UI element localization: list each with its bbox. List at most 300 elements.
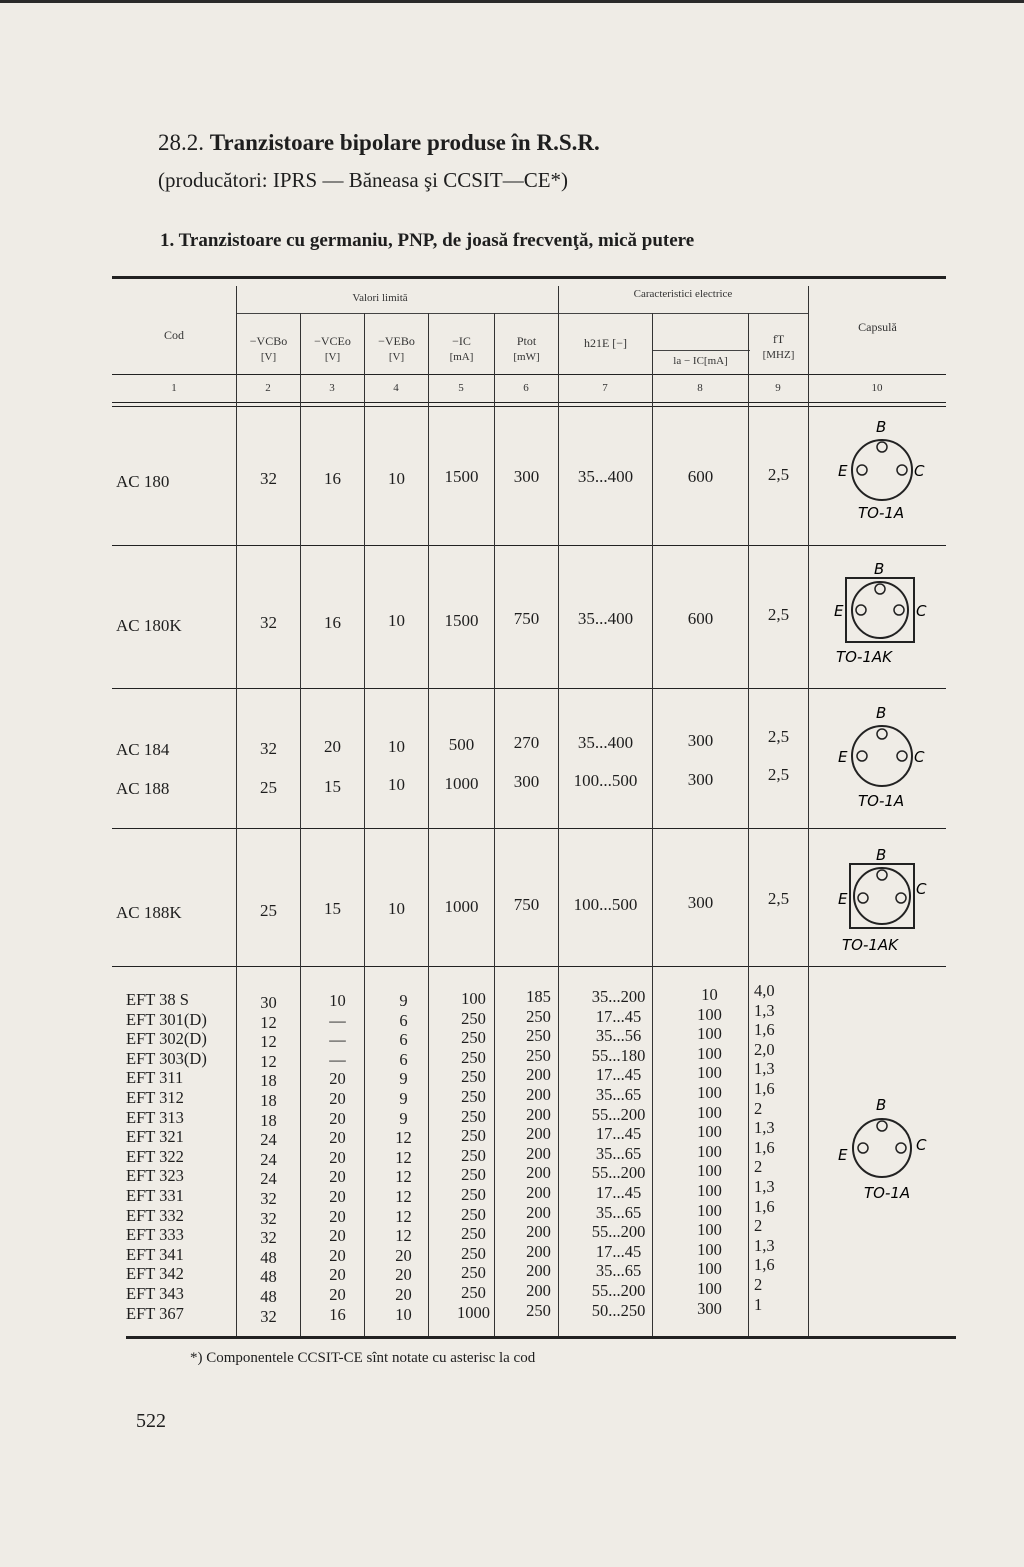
cell-ic: 1500 xyxy=(444,467,479,486)
eft-ft-cell: 1,6 xyxy=(754,1078,775,1098)
eft-vebo-column xyxy=(372,991,435,1324)
package-label: TO-1A xyxy=(864,1184,911,1202)
eft-ptot-cell: 200 xyxy=(526,1280,551,1300)
eft-vcbo-cell: 18 xyxy=(260,1110,277,1130)
eft-la-ic-cell: 100 xyxy=(697,1141,722,1161)
eft-h21e-cell: 55...200 xyxy=(591,1280,646,1300)
row-rule-ac180k xyxy=(112,688,946,689)
cell-h21e: 100...500 xyxy=(573,771,638,790)
eft-ic-cell: 250 xyxy=(461,1028,486,1048)
eft-ft-cell: 2 xyxy=(754,1157,763,1177)
colnum-bottom-rule-2 xyxy=(112,406,946,407)
eft-ft-cell: 1,6 xyxy=(754,1020,775,1040)
cell-vcbo: 25 xyxy=(260,901,277,920)
header-ic: −IC xyxy=(452,334,471,348)
eft-h21e-cell: 17...45 xyxy=(595,1065,642,1085)
pin-b xyxy=(877,442,887,452)
eft-la-ic-cell: 100 xyxy=(697,1200,722,1220)
eft-la-ic-cell: 100 xyxy=(697,1161,722,1181)
eft-h21e-cell: 35...65 xyxy=(595,1261,642,1281)
cell-vceo: 20 xyxy=(324,737,341,756)
eft-ft-cell: 2 xyxy=(754,1216,763,1236)
colnum-6: 6 xyxy=(523,382,529,394)
cell-vcbo: 32 xyxy=(260,739,277,758)
eft-ic-cell: 250 xyxy=(461,1145,486,1165)
eft-ptot-cell: 200 xyxy=(526,1182,551,1202)
pin-c xyxy=(896,893,906,903)
pin-b-label: B xyxy=(876,704,887,722)
case-outline xyxy=(852,440,912,500)
eft-h21e-cell: 35...56 xyxy=(595,1026,642,1046)
pin-b xyxy=(877,870,887,880)
package-to1a-drawing-2 xyxy=(826,704,936,814)
eft-la-ic-cell: 100 xyxy=(697,1063,722,1083)
eft-vcbo-cell: 32 xyxy=(260,1228,277,1248)
eft-vebo-cell: 20 xyxy=(395,1245,412,1265)
eft-vceo-cell: 20 xyxy=(329,1167,346,1187)
eft-vceo-cell: 20 xyxy=(329,1186,346,1206)
cell-vebo: 10 xyxy=(388,469,405,488)
cell-ic: 500 xyxy=(448,735,475,754)
table-row-code: AC 184 xyxy=(116,740,170,759)
cell-vcbo: 32 xyxy=(260,613,277,632)
colnum-5: 5 xyxy=(458,382,464,394)
cell-h21e: 35...400 xyxy=(577,609,634,628)
eft-vcbo-cell: 48 xyxy=(260,1286,277,1306)
eft-vebo-cell: 9 xyxy=(399,1108,408,1128)
eft-vceo-cell: 20 xyxy=(329,1128,346,1148)
cell-ptot: 300 xyxy=(513,772,540,791)
eft-vebo-cell: 12 xyxy=(395,1128,412,1148)
eft-la-ic-cell: 100 xyxy=(697,1278,722,1298)
eft-h21e-cell: 55...200 xyxy=(591,1163,646,1183)
eft-vebo-cell: 12 xyxy=(395,1167,412,1187)
cell-ft: 2,5 xyxy=(767,605,790,624)
row-rule-ac184-188 xyxy=(112,828,946,829)
eft-h21e-cell: 35...65 xyxy=(595,1202,642,1222)
cell-ic: 1500 xyxy=(444,611,479,630)
header-group-electric: Caracteristici electrice xyxy=(633,288,733,300)
pin-e-label: E xyxy=(834,602,844,620)
eft-vceo-cell: — xyxy=(329,1030,346,1050)
header-vcbo-unit: [V] xyxy=(260,351,277,363)
eft-vebo-cell: 10 xyxy=(395,1304,412,1324)
heatsink-outline xyxy=(850,864,914,928)
table-row-code: AC 180K xyxy=(116,616,182,635)
header-ptot-unit: [mW] xyxy=(513,351,540,363)
page-number: 522 xyxy=(136,1410,166,1432)
case-outline xyxy=(854,868,910,924)
eft-ptot-cell: 250 xyxy=(526,1045,551,1065)
package-label: TO-1A xyxy=(858,504,905,522)
eft-h21e-cell: 55...200 xyxy=(591,1222,646,1242)
eft-ptot-cell: 200 xyxy=(526,1065,551,1085)
eft-h21e-cell: 17...45 xyxy=(595,1182,642,1202)
eft-la-ic-cell: 300 xyxy=(697,1298,722,1318)
eft-ft-cell: 1,3 xyxy=(754,1059,775,1079)
eft-code-cell: EFT 323 xyxy=(126,1166,184,1186)
eft-la-ic-cell: 100 xyxy=(697,1122,722,1142)
pin-c xyxy=(894,605,904,615)
eft-vcbo-cell: 12 xyxy=(260,1012,277,1032)
eft-ic-cell: 250 xyxy=(461,1106,486,1126)
eft-code-cell: EFT 322 xyxy=(126,1146,184,1166)
eft-ft-cell: 1 xyxy=(754,1294,763,1314)
eft-code-cell: EFT 331 xyxy=(126,1185,184,1205)
eft-vcbo-cell: 12 xyxy=(260,1051,277,1071)
eft-ptot-cell: 200 xyxy=(526,1202,551,1222)
eft-h21e-cell: 35...65 xyxy=(595,1143,642,1163)
eft-h21e-cell: 17...45 xyxy=(595,1124,642,1144)
eft-ptot-cell: 200 xyxy=(526,1261,551,1281)
pin-b-label: B xyxy=(876,418,887,436)
header-cod: Cod xyxy=(163,328,184,342)
eft-code-cell: EFT 342 xyxy=(126,1264,184,1284)
manufacturers-line: (producători: IPRS — Băneasa şi CCSIT—CE*) xyxy=(158,168,569,192)
case-outline xyxy=(852,726,912,786)
eft-la-ic-column xyxy=(662,985,757,1318)
eft-ic-cell: 250 xyxy=(461,1126,486,1146)
eft-ic-cell: 250 xyxy=(461,1047,486,1067)
eft-vcbo-cell: 24 xyxy=(260,1169,277,1189)
eft-ptot-column xyxy=(507,987,570,1320)
eft-ptot-cell: 200 xyxy=(526,1222,551,1242)
cell-vebo: 10 xyxy=(388,775,405,794)
package-label: TO-1AK xyxy=(842,936,899,954)
la-ic-rule xyxy=(652,350,750,351)
eft-ic-column xyxy=(441,989,506,1322)
eft-ptot-cell: 200 xyxy=(526,1124,551,1144)
colnum-4: 4 xyxy=(393,382,399,394)
eft-ptot-cell: 200 xyxy=(526,1143,551,1163)
eft-h21e-column xyxy=(572,987,665,1320)
eft-vceo-cell: 20 xyxy=(329,1206,346,1226)
eft-ptot-cell: 200 xyxy=(526,1163,551,1183)
cell-ptot: 270 xyxy=(513,733,540,752)
eft-h21e-cell: 17...45 xyxy=(595,1241,642,1261)
eft-vceo-cell: 10 xyxy=(329,991,346,1010)
pin-e-label: E xyxy=(838,1146,848,1164)
eft-ptot-cell: 200 xyxy=(526,1084,551,1104)
pin-b xyxy=(875,584,885,594)
eft-ft-column xyxy=(754,981,813,1314)
eft-ic-cell: 250 xyxy=(461,1243,486,1263)
eft-vceo-cell: 20 xyxy=(329,1226,346,1246)
header-vebo: −VEBo xyxy=(378,334,415,348)
page-heading xyxy=(158,130,600,156)
cell-vceo: 16 xyxy=(324,613,341,632)
cell-vebo: 10 xyxy=(388,737,405,756)
eft-vcbo-cell: 24 xyxy=(260,1149,277,1169)
eft-ptot-cell: 185 xyxy=(526,987,551,1006)
pin-e-label: E xyxy=(838,748,848,766)
eft-ic-cell: 250 xyxy=(461,1086,486,1106)
header-vebo-unit: [V] xyxy=(388,351,405,363)
cell-vcbo: 25 xyxy=(260,778,277,797)
header-vcbo: −VCBo xyxy=(249,334,288,348)
eft-code-cell: EFT 312 xyxy=(126,1087,184,1107)
eft-code-cell: EFT 303(D) xyxy=(126,1048,207,1068)
eft-vceo-cell: — xyxy=(329,1049,346,1069)
eft-code-cell: EFT 38 S xyxy=(126,990,189,1009)
colnum-10: 10 xyxy=(871,382,883,394)
col-rule-2 xyxy=(300,313,301,1336)
eft-vceo-cell: 20 xyxy=(329,1088,346,1108)
eft-vcbo-cell: 18 xyxy=(260,1071,277,1091)
eft-code-cell: EFT 311 xyxy=(126,1068,184,1088)
cell-ic: 1000 xyxy=(444,897,479,916)
eft-ic-cell: 250 xyxy=(461,1008,486,1028)
header-ft: fT xyxy=(772,332,785,346)
eft-vebo-cell: 12 xyxy=(395,1226,412,1246)
eft-code-cell: EFT 343 xyxy=(126,1283,184,1303)
cell-la-ic: 300 xyxy=(687,770,714,789)
pin-e xyxy=(856,605,866,615)
eft-vebo-cell: 6 xyxy=(399,1010,408,1030)
cell-h21e: 35...400 xyxy=(577,733,634,752)
eft-h21e-cell: 55...180 xyxy=(591,1045,646,1065)
eft-ft-cell: 1,6 xyxy=(754,1255,775,1275)
cell-vceo: 15 xyxy=(324,777,341,796)
colnum-8: 8 xyxy=(697,382,703,394)
eft-ptot-cell: 250 xyxy=(526,1026,551,1046)
case-outline xyxy=(853,1119,911,1177)
eft-vebo-cell: 9 xyxy=(399,991,408,1010)
eft-ic-cell: 250 xyxy=(461,1224,486,1244)
pin-b-label: B xyxy=(876,1096,887,1114)
eft-code-cell: EFT 341 xyxy=(126,1244,184,1264)
eft-h21e-cell: 35...200 xyxy=(591,987,646,1006)
eft-code-cell: EFT 332 xyxy=(126,1205,184,1225)
eft-vebo-cell: 6 xyxy=(399,1049,408,1069)
eft-ic-cell: 250 xyxy=(461,1204,486,1224)
eft-vceo-cell: 20 xyxy=(329,1069,346,1089)
header-h21e: h21E [−] xyxy=(583,336,628,350)
cell-la-ic: 300 xyxy=(687,893,714,912)
heading-number: 28.2. xyxy=(158,130,204,155)
eft-vebo-cell: 9 xyxy=(399,1069,408,1089)
case-outline xyxy=(852,582,908,638)
eft-vceo-cell: 20 xyxy=(329,1147,346,1167)
header-ft-unit: [MHZ] xyxy=(762,349,795,361)
eft-ft-cell: 1,3 xyxy=(754,1235,775,1255)
colnum-7: 7 xyxy=(602,382,608,394)
pin-e-label: E xyxy=(838,462,848,480)
cell-vebo: 10 xyxy=(388,611,405,630)
pin-b-label: B xyxy=(876,846,887,864)
cell-ft: 2,5 xyxy=(767,727,790,746)
eft-vcbo-cell: 32 xyxy=(260,1306,277,1326)
eft-ic-cell: 100 xyxy=(461,989,486,1008)
eft-ic-cell: 250 xyxy=(461,1067,486,1087)
eft-h21e-cell: 55...200 xyxy=(591,1104,646,1124)
cell-ft: 2,5 xyxy=(767,465,790,484)
heading-title: Tranzistoare bipolare produse în R.S.R. xyxy=(209,130,600,155)
pin-e-label: E xyxy=(838,890,848,908)
eft-ft-cell: 1,6 xyxy=(754,1137,775,1157)
cell-ptot: 300 xyxy=(513,467,540,486)
colnum-3: 3 xyxy=(329,382,335,394)
cell-la-ic: 600 xyxy=(687,609,714,628)
colnum-bottom-rule-1 xyxy=(112,402,946,403)
eft-la-ic-cell: 100 xyxy=(697,1259,722,1279)
cell-vceo: 15 xyxy=(324,899,341,918)
pin-b xyxy=(877,1121,887,1131)
pin-e xyxy=(858,893,868,903)
header-vceo-unit: [V] xyxy=(324,351,341,363)
pin-e xyxy=(858,1143,868,1153)
eft-ft-cell: 1,3 xyxy=(754,1000,775,1020)
package-to1ak-drawing-1 xyxy=(826,556,936,666)
group-header-rule xyxy=(236,313,808,314)
row-rule-ac188k xyxy=(112,966,946,967)
pin-c xyxy=(896,1143,906,1153)
eft-vceo-cell: 16 xyxy=(329,1304,346,1324)
header-ic-unit: [mA] xyxy=(449,351,474,363)
cell-vceo: 16 xyxy=(324,469,341,488)
eft-vcbo-cell: 30 xyxy=(260,993,277,1012)
eft-ft-cell: 1,6 xyxy=(754,1196,775,1216)
eft-vebo-cell: 6 xyxy=(399,1030,408,1050)
eft-ic-cell: 250 xyxy=(461,1282,486,1302)
cell-la-ic: 300 xyxy=(687,731,714,750)
header-bottom-rule xyxy=(112,374,946,375)
pin-b xyxy=(877,729,887,739)
eft-vebo-cell: 12 xyxy=(395,1206,412,1226)
table-top-rule xyxy=(112,276,946,279)
package-to1ak-drawing-2 xyxy=(826,844,936,956)
eft-ft-cell: 1,3 xyxy=(754,1118,775,1138)
eft-h21e-cell: 50...250 xyxy=(591,1300,646,1320)
package-to1a-drawing-eft xyxy=(830,1092,940,1204)
cell-ptot: 750 xyxy=(513,609,540,628)
eft-code-cell: EFT 301(D) xyxy=(126,1009,207,1029)
eft-vcbo-cell: 32 xyxy=(260,1208,277,1228)
eft-ft-cell: 2 xyxy=(754,1274,763,1294)
eft-vebo-cell: 12 xyxy=(395,1147,412,1167)
eft-ic-cell: 250 xyxy=(461,1263,486,1283)
eft-h21e-cell: 17...45 xyxy=(595,1006,642,1026)
pin-c-label: C xyxy=(916,602,927,620)
eft-ic-cell: 250 xyxy=(461,1184,486,1204)
eft-vceo-cell: 20 xyxy=(329,1265,346,1285)
cell-h21e: 100...500 xyxy=(573,895,638,914)
eft-la-ic-cell: 100 xyxy=(697,1043,722,1063)
eft-la-ic-cell: 100 xyxy=(697,1102,722,1122)
eft-vcbo-cell: 48 xyxy=(260,1247,277,1267)
eft-ptot-cell: 200 xyxy=(526,1104,551,1124)
pin-c-label: C xyxy=(916,880,927,898)
cell-ic: 1000 xyxy=(444,774,479,793)
pin-c xyxy=(897,751,907,761)
eft-h21e-cell: 35...65 xyxy=(595,1084,642,1104)
eft-code-cell: EFT 321 xyxy=(126,1127,184,1147)
eft-vcbo-cell: 24 xyxy=(260,1130,277,1150)
package-label: TO-1AK xyxy=(836,648,893,666)
header-vceo: −VCEo xyxy=(314,334,351,348)
eft-vcbo-cell: 48 xyxy=(260,1267,277,1287)
table-row-code: AC 188 xyxy=(116,779,170,798)
colnum-1: 1 xyxy=(171,382,177,394)
header-la-ic: la − IC[mA] xyxy=(673,355,728,367)
package-to1a-drawing-1 xyxy=(826,414,936,524)
section-title: 1. Tranzistoare cu germaniu, PNP, de joasă frecvenţă, mică putere xyxy=(160,230,695,251)
eft-code-cell: EFT 313 xyxy=(126,1107,184,1127)
eft-vebo-cell: 20 xyxy=(395,1284,412,1304)
pin-e xyxy=(857,751,867,761)
eft-vcbo-column xyxy=(237,993,300,1326)
eft-vceo-cell: 20 xyxy=(329,1245,346,1265)
eft-vcbo-cell: 12 xyxy=(260,1032,277,1052)
cell-ft: 2,5 xyxy=(767,765,790,784)
eft-ft-cell: 2 xyxy=(754,1098,763,1118)
eft-ptot-cell: 250 xyxy=(526,1006,551,1026)
cell-la-ic: 600 xyxy=(687,467,714,486)
pin-b-label: B xyxy=(874,560,885,578)
eft-la-ic-cell: 100 xyxy=(697,1004,722,1024)
eft-vceo-cell: 20 xyxy=(329,1108,346,1128)
pin-c-label: C xyxy=(916,1136,927,1154)
eft-ft-cell: 4,0 xyxy=(754,981,775,1000)
eft-ft-cell: 2,0 xyxy=(754,1039,775,1059)
cell-ft: 2,5 xyxy=(767,889,790,908)
eft-ic-cell: 250 xyxy=(461,1165,486,1185)
table-row-code: AC 188K xyxy=(116,903,182,922)
eft-code-cell: EFT 367 xyxy=(126,1303,184,1323)
row-rule-ac180 xyxy=(112,545,946,546)
cell-vebo: 10 xyxy=(388,899,405,918)
cell-h21e: 35...400 xyxy=(577,467,634,486)
eft-la-ic-cell: 100 xyxy=(697,1082,722,1102)
eft-vceo-cell: — xyxy=(329,1010,346,1030)
eft-la-ic-cell: 100 xyxy=(697,1239,722,1259)
pin-e xyxy=(857,465,867,475)
cell-vcbo: 32 xyxy=(260,469,277,488)
header-ptot: Ptot xyxy=(516,334,537,348)
pin-c-label: C xyxy=(914,748,925,766)
table-row-code: AC 180 xyxy=(116,472,170,491)
eft-ptot-cell: 200 xyxy=(526,1241,551,1261)
eft-vebo-cell: 12 xyxy=(395,1186,412,1206)
eft-vceo-column xyxy=(306,991,369,1324)
colnum-9: 9 xyxy=(775,382,781,394)
package-label: TO-1A xyxy=(858,792,905,810)
header-group-limits: Valori limită xyxy=(352,292,408,304)
pin-c-label: C xyxy=(914,462,925,480)
top-edge-rule xyxy=(0,0,1024,3)
eft-la-ic-cell: 100 xyxy=(697,1180,722,1200)
eft-vebo-cell: 9 xyxy=(399,1088,408,1108)
eft-code-column xyxy=(126,990,207,1323)
eft-vcbo-cell: 32 xyxy=(260,1188,277,1208)
cell-ptot: 750 xyxy=(513,895,540,914)
table-bottom-rule xyxy=(126,1336,956,1339)
pin-c xyxy=(897,465,907,475)
footnote: *) Componentele CCSIT-CE sînt notate cu asterisc la cod xyxy=(190,1350,536,1366)
eft-ptot-cell: 250 xyxy=(526,1300,551,1320)
colnum-2: 2 xyxy=(265,382,271,394)
eft-vceo-cell: 20 xyxy=(329,1284,346,1304)
eft-code-cell: EFT 333 xyxy=(126,1225,184,1245)
eft-ft-cell: 1,3 xyxy=(754,1176,775,1196)
eft-la-ic-cell: 10 xyxy=(701,985,718,1004)
eft-la-ic-cell: 100 xyxy=(697,1024,722,1044)
eft-code-cell: EFT 302(D) xyxy=(126,1029,207,1049)
eft-la-ic-cell: 100 xyxy=(697,1220,722,1240)
eft-vebo-cell: 20 xyxy=(395,1265,412,1285)
header-capsula: Capsulă xyxy=(858,320,897,334)
eft-vcbo-cell: 18 xyxy=(260,1090,277,1110)
